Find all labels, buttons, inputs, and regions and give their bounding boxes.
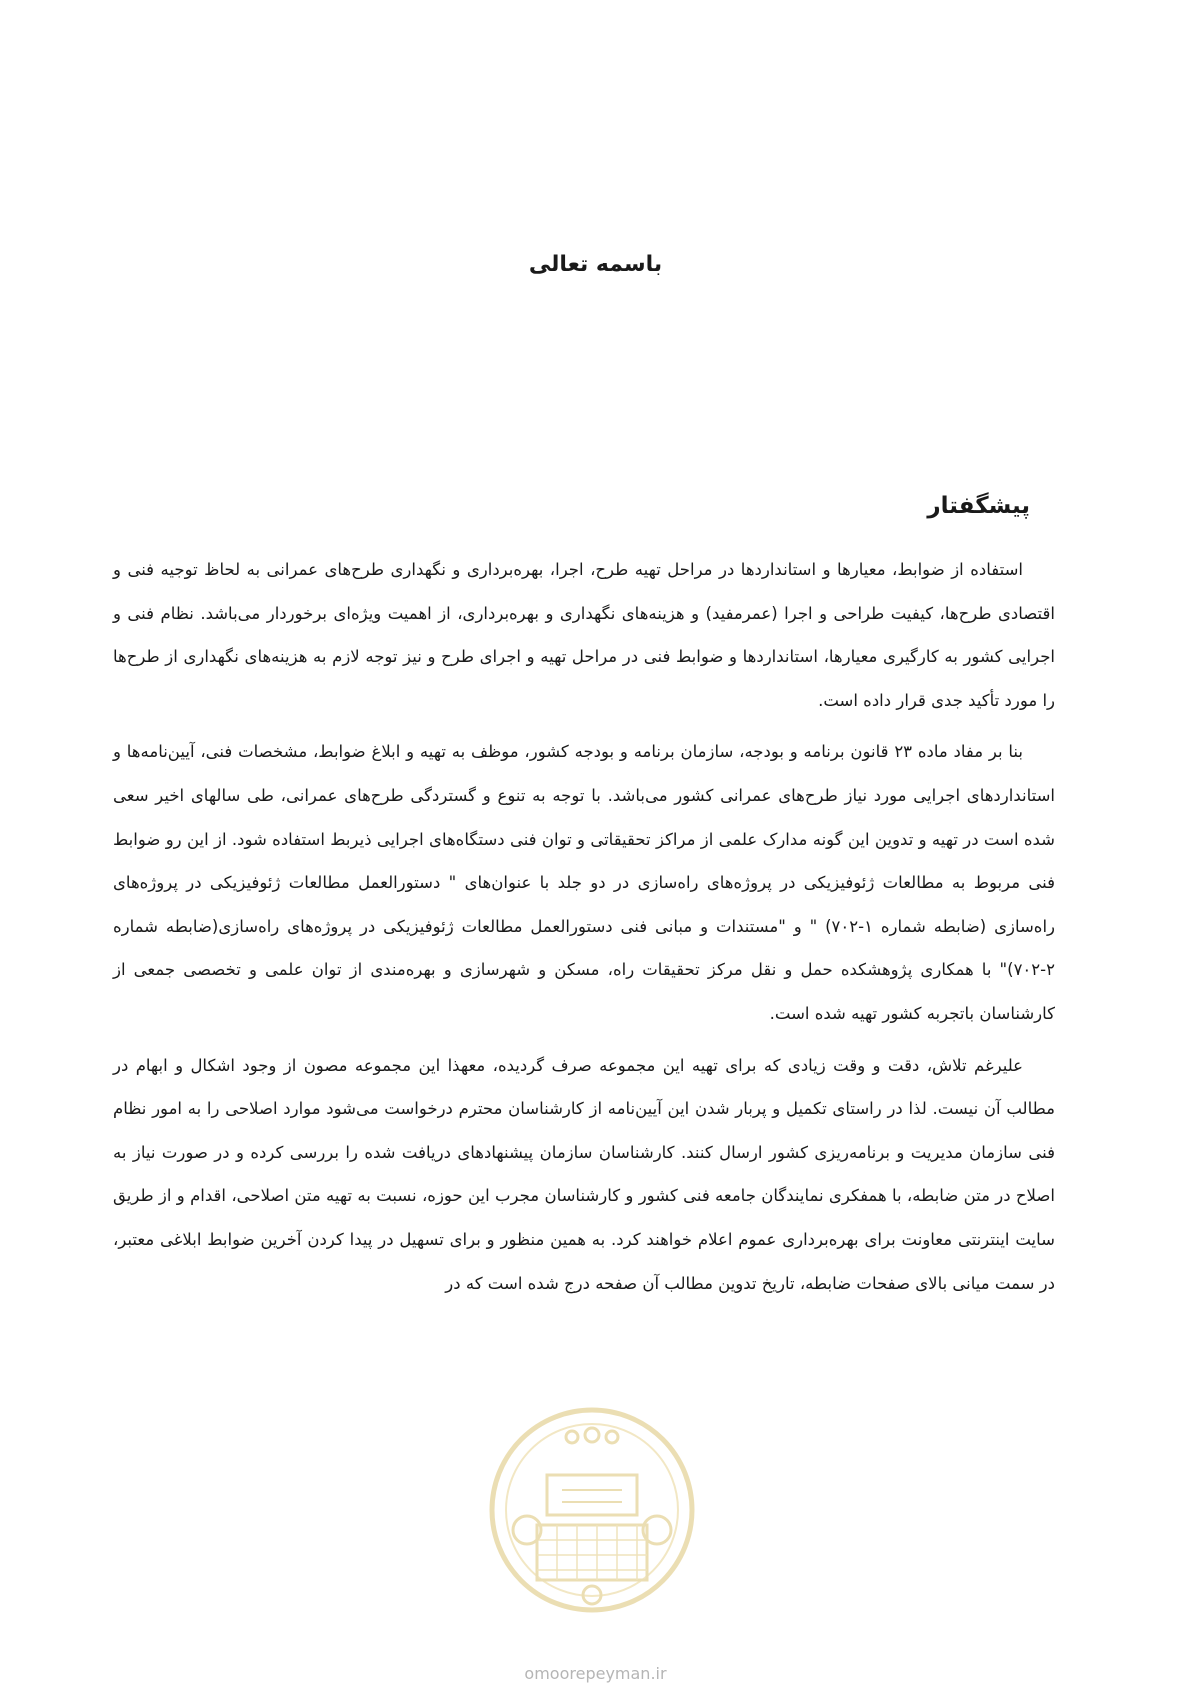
- paragraph-2: بنا بر مفاد ماده ۲۳ قانون برنامه و بودجه، سازمان برنامه و بودجه کشور، موظف به تهیه و ابلاغ ضوابط، مشخصات فنی، آیین‌نامه‌ها و استانداردهای اجرایی مورد نیاز طرح‌های عمرانی کشور می‌باشد. با توجه به تنوع و گستردگی طرح‌های عمرانی، طی سالهای اخیر سعی شده است در تهیه و تدوین این گونه مدارک علمی از مراکز تحقیقاتی و توان فنی دستگاه‌های اجرایی ذیربط استفاده شود. از این رو ضوابط فنی مربوط به مطالعات ژئوفیزیکی در پروژه‌های راه‌سازی در دو جلد با عنوان‌های " دستورالعمل مطالعات ژئوفیزیکی در پروژه‌های راه‌سازی (ضابطه شماره ۱-۷۰۲) " و "مستندات و مبانی فنی دستورالعمل مطالعات ژئوفیزیکی در پروژه‌های راه‌سازی(ضابطه شماره ۲-۷۰۲)" با همکاری پژوهشکده حمل و نقل مرکز تحقیقات راه، مسکن و شهرسازی و بهره‌مندی از توان علمی و تخصصی جمعی از کارشناسان باتجربه کشور تهیه شده است.: [113, 742, 1055, 1023]
- seal-icon: [487, 1405, 697, 1615]
- body-text: [113, 548, 1055, 1313]
- paragraph-1: استفاده از ضوابط، معیارها و استانداردها در مراحل تهیه طرح، اجرا، بهره‌برداری و نگهداری طرح‌های عمرانی به لحاظ توجیه فنی و اقتصادی طرح‌ها، کیفیت طراحی و اجرا (عمرمفید) و هزینه‌های نگهداری و بهره‌برداری، از اهمیت ویژه‌ای برخوردار می‌باشد. نظام فنی و اجرایی کشور به کارگیری معیارها، استانداردها و ضوابط فنی در مراحل تهیه و اجرای طرح و نیز توجه لازم به هزینه‌های نگهداری از طرح‌ها را مورد تأکید جدی قرار داده است.: [113, 560, 1055, 710]
- paragraph-3: علیرغم تلاش، دقت و وقت زیادی که برای تهیه این مجموعه صرف گردیده، معهذا این مجموعه مصون از وجود اشکال و ابهام در مطالب آن نیست. لذا در راستای تکمیل و پربار شدن این آیین‌نامه از کارشناسان محترم درخواست می‌شود موارد اصلاحی را به امور نظام فنی سازمان مدیریت و برنامه‌ریزی کشور ارسال کنند. کارشناسان سازمان پیشنهادهای دریافت شده را بررسی کرده و در صورت نیاز به اصلاح در متن ضابطه، با همفکری نمایندگان جامعه فنی کشور و کارشناسان مجرب این حوزه، نسبت به تهیه متن اصلاحی، اقدام و از طریق سایت اینترنتی معاونت برای بهره‌برداری عموم اعلام خواهند کرد. به همین منظور و برای تسهیل در پیدا کردن آخرین ضوابط ابلاغی معتبر، در سمت میانی بالای صفحات ضابطه، تاریخ تدوین مطالب آن صفحه درج شده است که در: [113, 1055, 1055, 1293]
- section-title: پیشگفتار: [927, 493, 1030, 519]
- page-header: باسمه تعالی: [528, 252, 663, 277]
- watermark-url: omoorepeyman.ir: [524, 1664, 667, 1683]
